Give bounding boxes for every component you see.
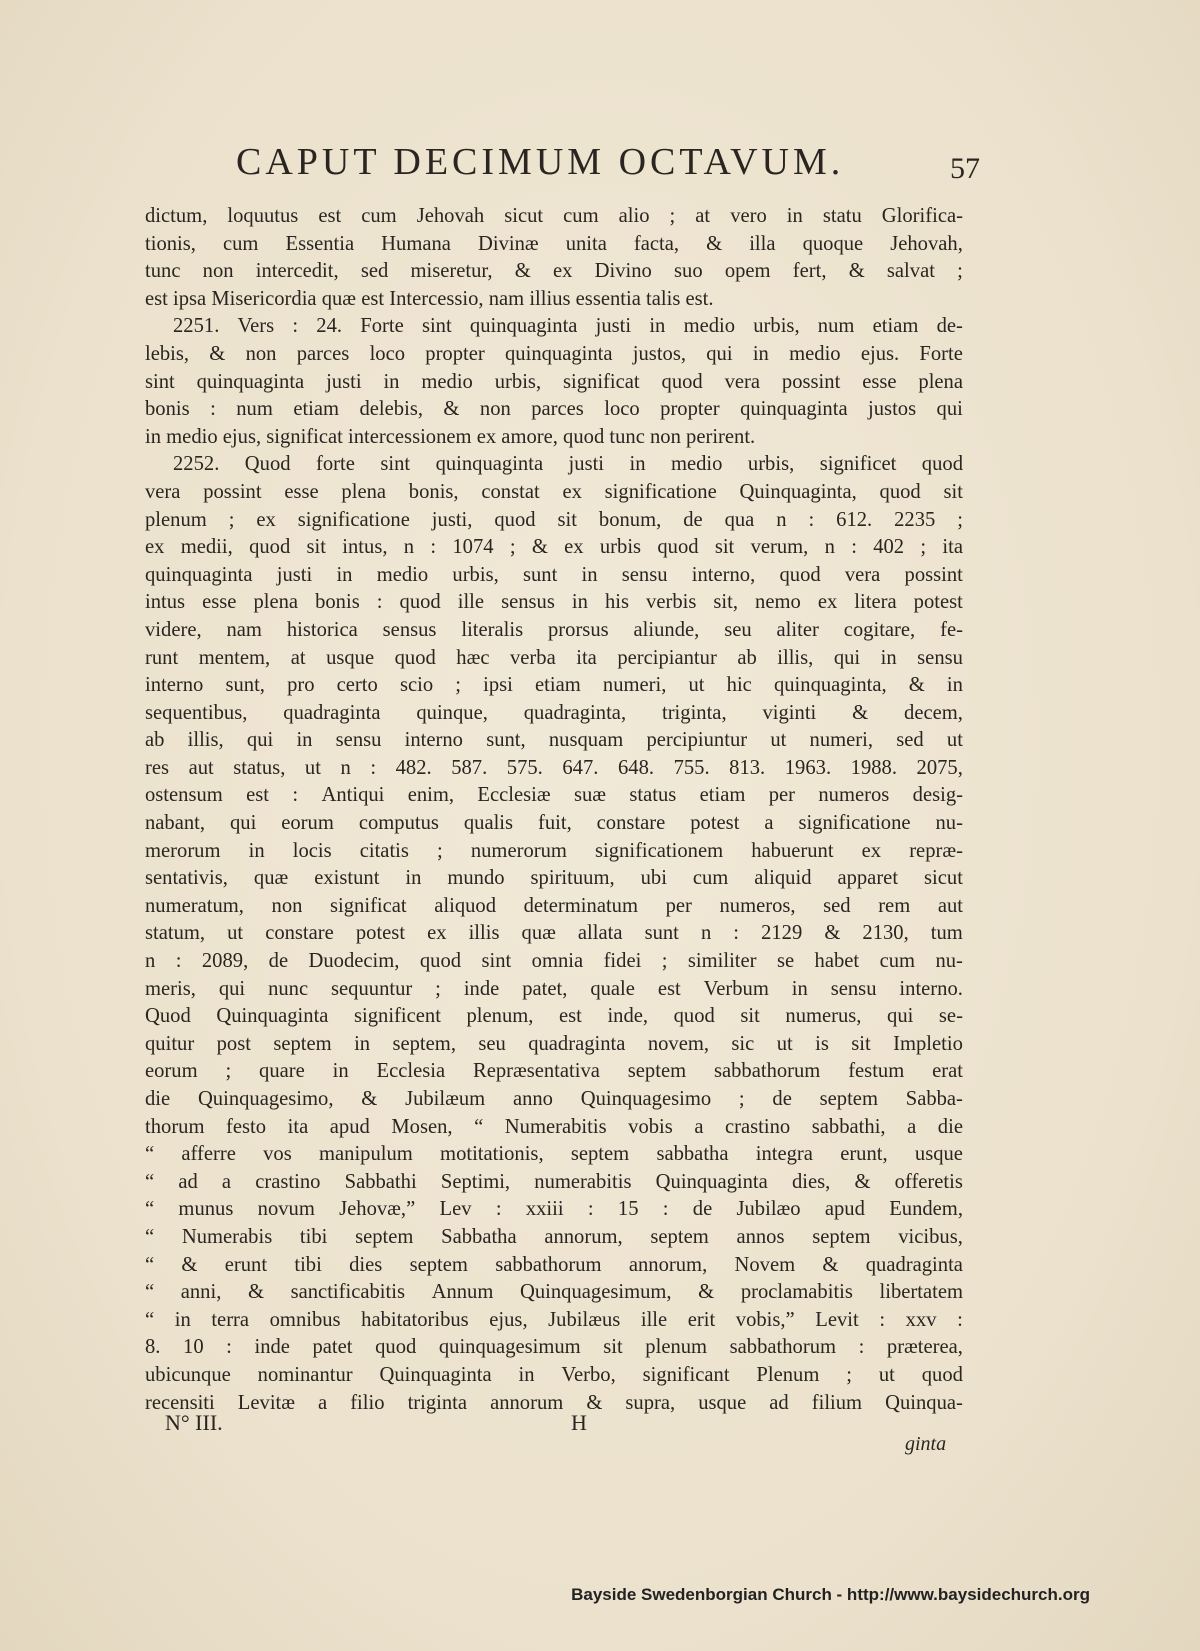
text-line: 2252. Quod forte sint quinquaginta justi in medio urbis, significet quod [173,453,963,476]
text-line: ex medii, quod sit intus, n : 1074 ; & ex urbis quod sit verum, n : 402 ; ita [145,536,963,559]
text-line: quinquaginta justi in medio urbis, sunt in sensu interno, quod vera possint [145,563,963,586]
text-line: intus esse plena bonis : quod ille sensus in his verbis sit, nemo ex litera potest [145,591,963,614]
running-header [236,140,980,190]
website-credit: Bayside Swedenborgian Church - http://www.baysidechurch.org [571,1585,1090,1604]
text-line: statum, ut constare potest ex illis quæ allata sunt n : 2129 & 2130, tum [145,922,963,945]
text-line: tunc non intercedit, sed miseretur, & ex Divino suo opem fert, & salvat ; [145,260,963,283]
text-line: vera possint esse plena bonis, constat ex significatione Quinquaginta, quod sit [145,480,963,503]
text-line: ab illis, qui in sensu interno sunt, nusquam percipiuntur ut numeri, sed ut [145,729,963,752]
text-line: thorum festo ita apud Mosen, “ Numerabitis vobis a crastino sabbathi, a die [145,1115,963,1138]
text-line: “ Numerabis tibi septem Sabbatha annorum, septem annos septem vicibus, [145,1225,963,1248]
page-number: 57 [950,152,980,185]
text-line: lebis, & non parces loco propter quinquaginta justos, qui in medio ejus. Forte [145,342,963,365]
text-line: meris, qui nunc sequuntur ; inde patet, quale est Verbum in sensu interno. [145,977,963,1000]
text-line: plenum ; ex significatione justi, quod sit bonum, de qua n : 612. 2235 ; [145,508,963,531]
text-line: “ & erunt tibi dies septem sabbathorum annorum, Novem & quadraginta [145,1253,963,1276]
catchword: ginta [905,1433,947,1455]
text-line: res aut status, ut n : 482. 587. 575. 647. 648. 755. 813. 1963. 1988. 2075, [145,756,963,779]
text-line: sentativis, quæ existunt in mundo spirituum, ubi cum aliquid apparet sicut [145,867,963,890]
text-line: die Quinquagesimo, & Jubilæum anno Quinquagesimo ; de septem Sabba- [145,1088,963,1110]
text-line: “ anni, & sanctificabitis Annum Quinquagesimum, & proclamabitis libertatem [145,1281,963,1304]
chapter-title: CAPUT DECIMUM OCTAVUM. [236,141,845,183]
text-line: recensiti Levitæ a filio triginta annorum & supra, usque ad filium Quinqua- [145,1391,963,1414]
text-line: “ in terra omnibus habitatoribus ejus, Jubilæus ille erit vobis,” Levit : xxv : [145,1308,963,1331]
text-line: ubicunque nominantur Quinquaginta in Verbo, significant Plenum ; ut quod [145,1363,963,1386]
text-line: eorum ; quare in Ecclesia Repræsentativa septem sabbathorum festum erat [145,1060,963,1083]
text-line: quitur post septem in septem, seu quadraginta novem, sic ut is sit Impletio [145,1032,963,1055]
text-line: bonis : num etiam delebis, & non parces loco propter quinquaginta justos qui [145,398,963,421]
text-line: sint quinquaginta justi in medio urbis, significat quod vera possint esse plena [145,370,963,393]
text-line: nabant, qui eorum computus qualis fuit, constare potest a significatione nu- [145,812,963,835]
text-line: sequentibus, quadraginta quinque, quadraginta, triginta, viginti & decem, [145,701,963,724]
text-line: merorum in locis citatis ; numerorum significationem habuerunt ex repræ- [145,839,963,862]
text-line: Quod Quinquaginta significent plenum, est inde, quod sit numerus, qui se- [145,1005,963,1028]
text-line: “ munus novum Jehovæ,” Lev : xxiii : 15 : de Jubilæo apud Eundem, [145,1198,963,1221]
text-line: numeratum, non significat aliquod determinatum per numeros, sed rem aut [145,894,963,917]
text-line: “ afferre vos manipulum motitationis, septem sabbatha integra erunt, usque [145,1143,963,1166]
gathering-signature: H [571,1410,587,1435]
text-line: videre, nam historica sensus literalis prorsus aliunde, seu aliter cogitare, fe- [145,618,963,641]
text-line: n : 2089, de Duodecim, quod sint omnia fidei ; similiter se habet cum nu- [145,950,963,973]
text-line: ostensum est : Antiqui enim, Ecclesiæ suæ status etiam per numeros desig- [145,784,963,807]
text-line: 8. 10 : inde patet quod quinquagesimum sit plenum sabbathorum : præterea, [145,1336,963,1359]
text-line: interno sunt, pro certo scio ; ipsi etiam numeri, ut hic quinquaginta, & in [145,674,963,697]
text-line: tionis, cum Essentia Humana Divinæ unita facta, & illa quoque Jehovah, [145,232,963,255]
text-line: in medio ejus, significat intercessionem ex amore, quod tunc non perirent. [145,425,756,448]
text-line: runt mentem, at usque quod hæc verba ita percipiantur ab illis, qui in sensu [145,646,963,669]
signature-mark: N° III. [165,1410,223,1435]
text-line: dictum, loquutus est cum Jehovah sicut cum alio ; at vero in statu Glorifica- [145,205,963,227]
body-text [145,203,963,1417]
text-line: est ipsa Misericordia quæ est Intercessio, nam illius essentia talis est. [145,287,714,310]
text-line: “ ad a crastino Sabbathi Septimi, numerabitis Quinquaginta dies, & offeretis [145,1170,963,1193]
text-line: 2251. Vers : 24. Forte sint quinquaginta justi in medio urbis, num etiam de- [173,315,963,338]
